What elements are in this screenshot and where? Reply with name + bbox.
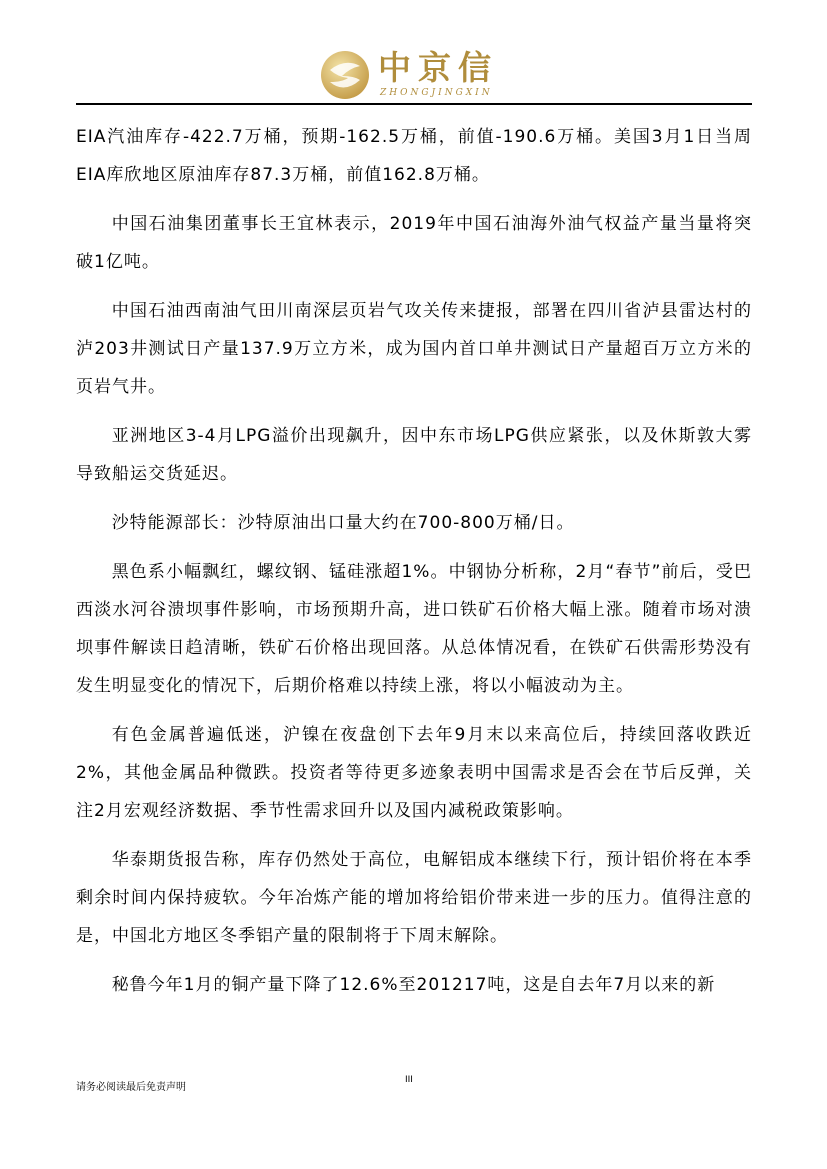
- brand-name-en: ZHONGJINGXIN: [380, 88, 493, 98]
- zhongjingxin-logo-icon: [320, 50, 370, 100]
- paragraph: 有色金属普遍低迷，沪镍在夜盘创下去年9月末以来高位后，持续回落收跌近2%，其他金属品种微跌。投资者等待更多迹象表明中国需求是否会在节后反弹，关注2月宏观经济数据、季节性需求回升以及国内减税政策影响。: [76, 725, 752, 821]
- paragraph: 黑色系小幅飘红，螺纹钢、锰硅涨超1%。中钢协分析称，2月“春节”前后，受巴西淡水河谷溃坝事件影响，市场预期升高，进口铁矿石价格大幅上涨。随着市场对溃坝事件解读日趋清晰，铁矿石价格出现回落。从总体情况看，在铁矿石供需形势没有发生明显变化的情况下，后期价格难以持续上涨，将以小幅波动为主。: [76, 562, 752, 696]
- brand-name-cn: 中京信: [378, 48, 498, 87]
- paragraph: 中国石油西南油气田川南深层页岩气攻关传来捷报，部署在四川省泸县雷达村的泸203井测试日产量137.9万立方米，成为国内首口单井测试日产量超百万立方米的页岩气井。: [76, 301, 752, 397]
- paragraph: 沙特能源部长：沙特原油出口量大约在700-800万桶/日。: [111, 513, 575, 533]
- paragraph: 中国石油集团董事长王宜林表示，2019年中国石油海外油气权益产量当量将突破1亿吨。: [76, 214, 752, 272]
- header-divider: [76, 103, 752, 105]
- page-number: III: [405, 1075, 413, 1085]
- disclaimer-note: 请务必阅读最后免责声明: [76, 1082, 186, 1093]
- page-header: [0, 0, 827, 110]
- paragraph: 秘鲁今年1月的铜产量下降了12.6%至201217吨，这是自去年7月以来的新: [111, 975, 716, 995]
- paragraph: 华泰期货报告称，库存仍然处于高位，电解铝成本继续下行，预计铝价将在本季剩余时间内保持疲软。今年冶炼产能的增加将给铝价带来进一步的压力。值得注意的是，中国北方地区冬季铝产量的限制将于下周末解除。: [76, 850, 752, 946]
- paragraph: 亚洲地区3-4月LPG溢价出现飙升，因中东市场LPG供应紧张，以及休斯敦大雾导致船运交货延迟。: [76, 426, 752, 484]
- paragraph: EIA汽油库存-422.7万桶，预期-162.5万桶，前值-190.6万桶。美国3月1日当周EIA库欣地区原油库存87.3万桶，前值162.8万桶。: [76, 127, 752, 185]
- document-body: [76, 118, 752, 1015]
